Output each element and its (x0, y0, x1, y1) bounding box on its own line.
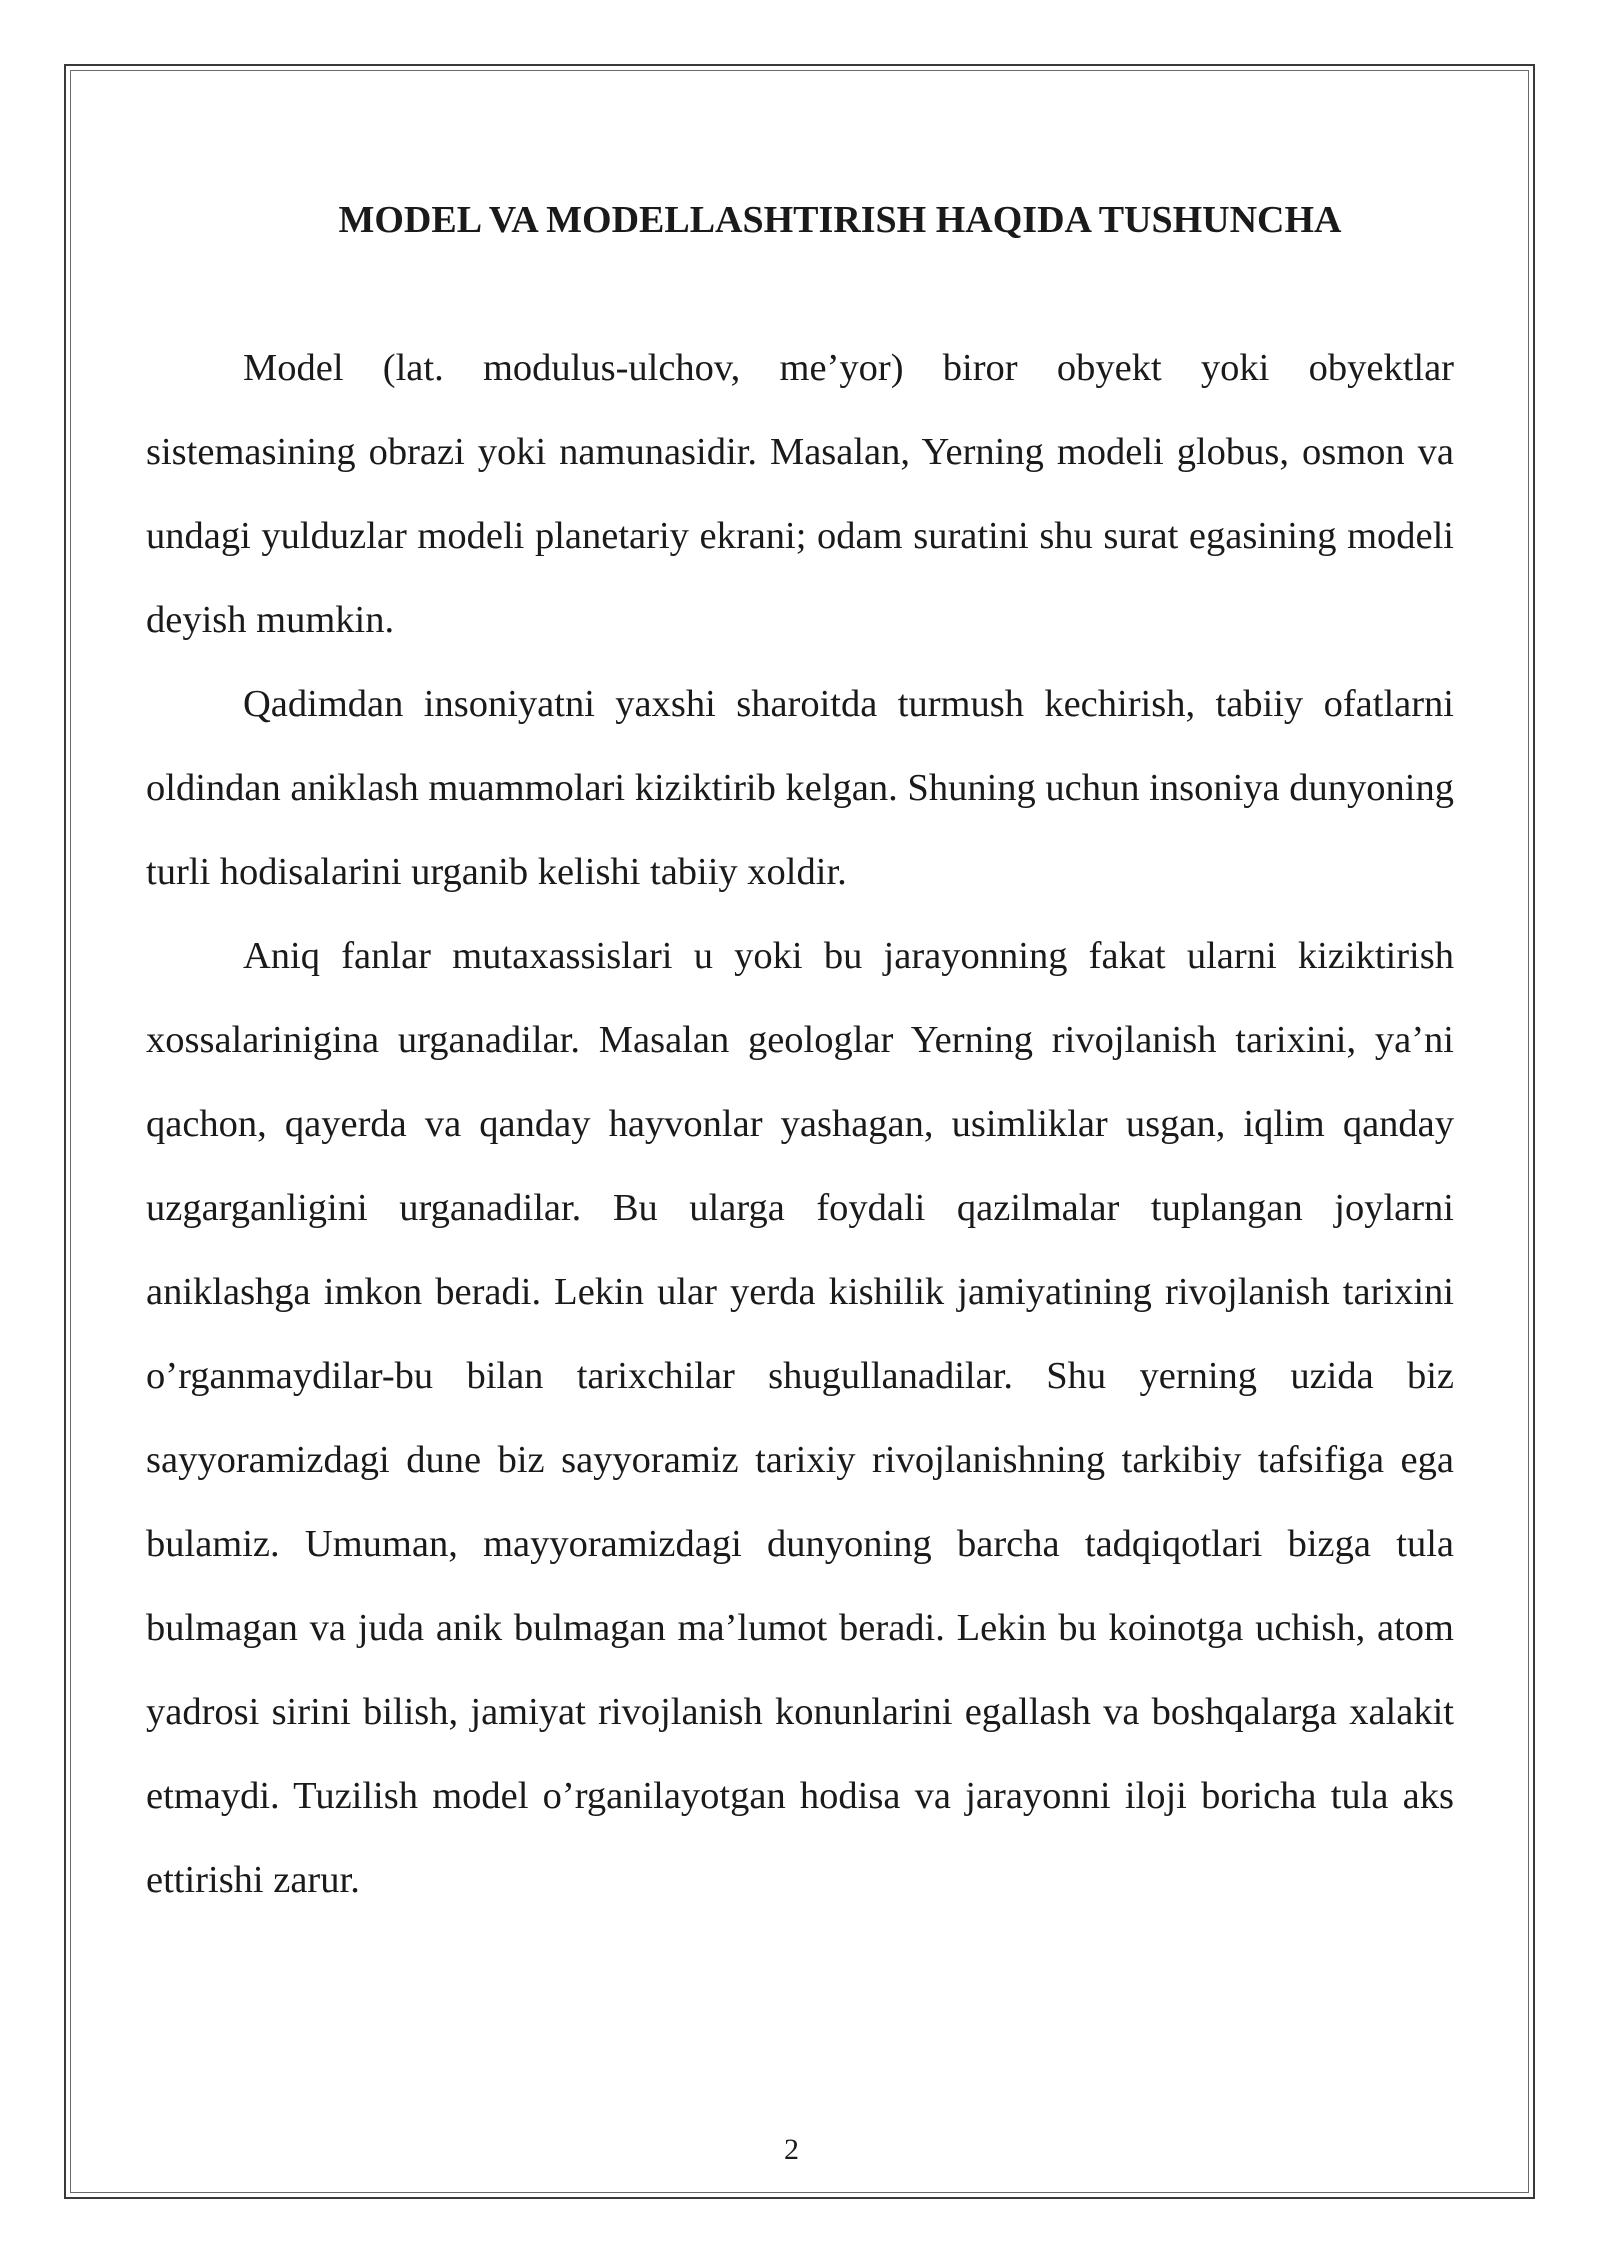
paragraph-2: Qadimdan insoniyatni yaxshi sharoitda turmush kechirish, tabiiy ofatlarni oldindan aniklash muammolari kiziktirib kelgan. Shuning uchun insoniya dunyoning turli hodisalarini urganib kelishi tabiiy xoldir. (146, 683, 1454, 893)
page-content (146, 190, 1454, 1922)
page-number: 2 (784, 2133, 799, 2166)
paragraph-1: Model (lat. modulus-ulchov, me’yor) biror obyekt yoki obyektlar sistemasining obrazi yoki namunasidir. Masalan, Yerning modeli globus, osmon va undagi yulduzlar modeli planetariy ekrani; odam suratini shu surat egasining modeli deyish mumkin. (146, 347, 1454, 641)
paragraph-3: Aniq fanlar mutaxassislari u yoki bu jarayonning fakat ularni kiziktirish xossalarinigina urganadilar. Masalan geologlar Yerning rivojlanish tarixini, ya’ni qachon, qayerda va qanday hayvonlar yashagan, usimliklar usgan, iqlim qanday uzgarganligini urganadilar. Bu ularga foydali qazilmalar tuplangan joylarni aniklashga imkon beradi. Lekin ular yerda kishilik jamiyatining rivojlanish tarixini o’rganmaydilar-bu bilan tarixchilar shugullanadilar. Shu yerning uzida biz sayyoramizdagi dune biz sayyoramiz tarixiy rivojlanishning tarkibiy tafsifiga ega bulamiz. Umuman, mayyoramizdagi dunyoning barcha tadqiqotlari bizga tula bulmagan va juda anik bulmagan ma’lumot beradi. Lekin bu koinotga uchish, atom yadrosi sirini bilish, jamiyat rivojlanish konunlarini egallash va boshqalarga xalakit etmaydi. Tuzilish model o’rganilayotgan hodisa va jarayonni iloji boricha tula aks ettirishi zarur. (146, 935, 1454, 1901)
document-title: MODEL VA MODELLASHTIRISH HAQIDA TUSHUNCHA (338, 199, 1342, 241)
